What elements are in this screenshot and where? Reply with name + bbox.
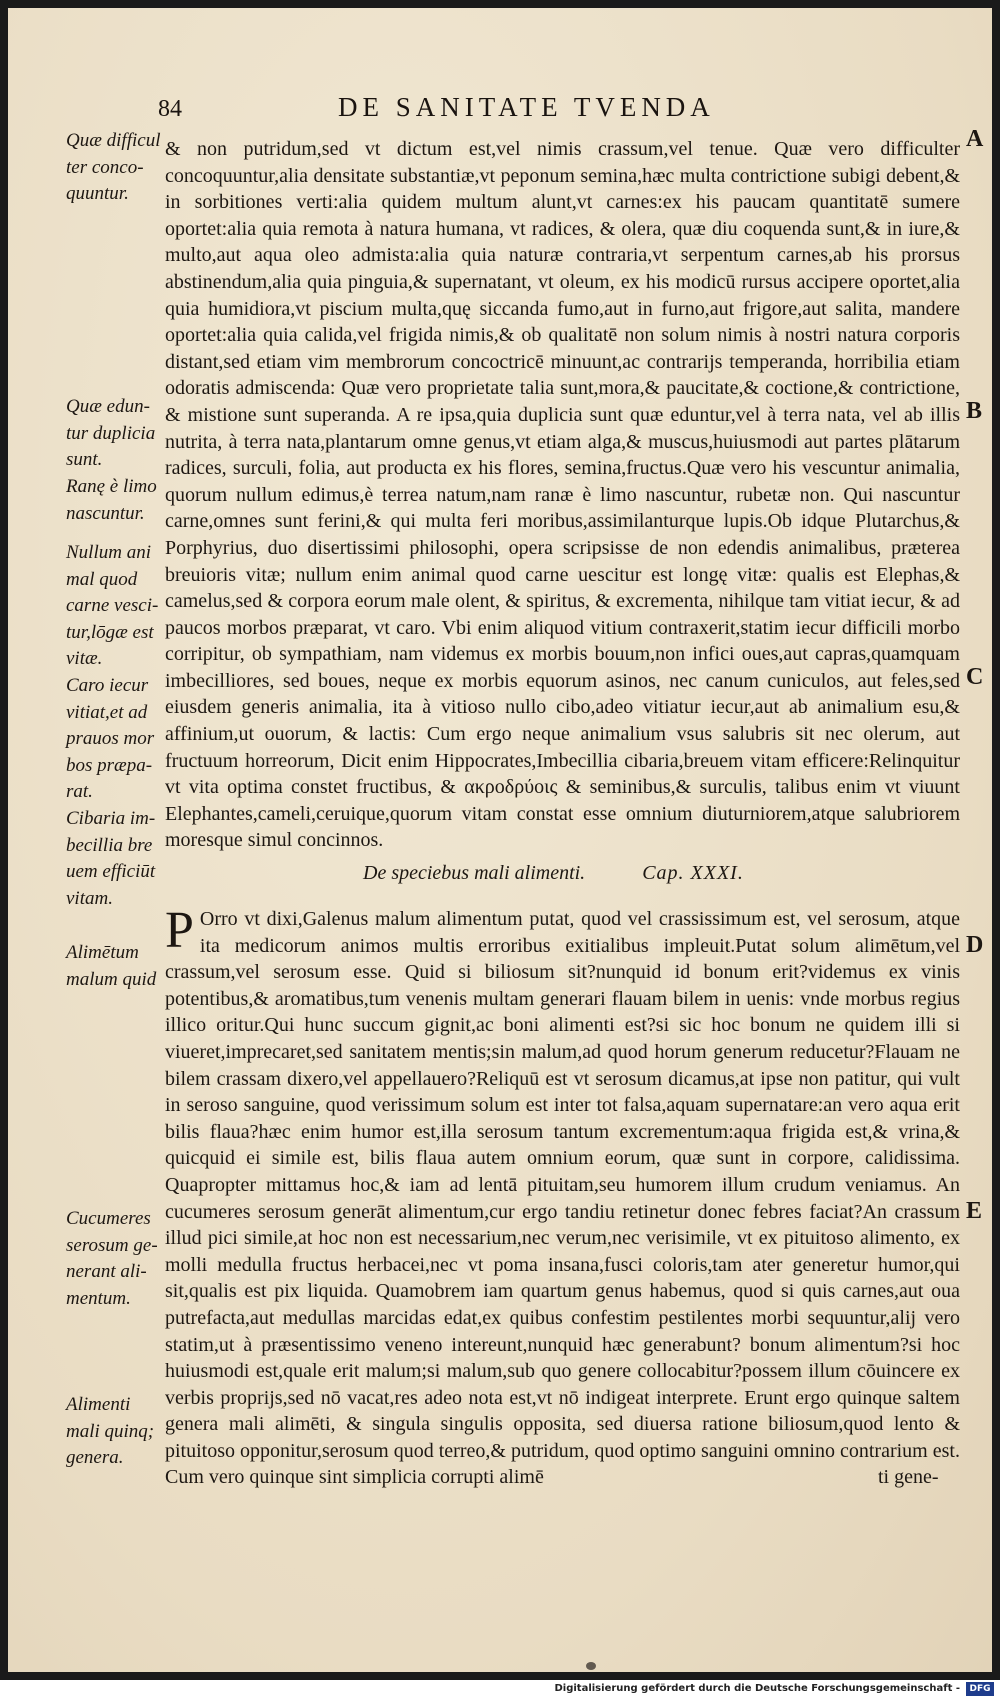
- marginal-note: Cibaria im- becillia bre uem efficiūt vitam.: [66, 808, 156, 909]
- marginal-note: Alimenti mali quinq; genera.: [66, 1394, 155, 1469]
- dfg-logo: DFG: [966, 1682, 994, 1696]
- drop-cap: P: [165, 902, 194, 959]
- running-head: [158, 92, 958, 124]
- chapter-heading: [363, 862, 863, 885]
- section-letter-a: A: [966, 126, 984, 152]
- section-letter-d: D: [966, 932, 984, 958]
- book-page: [8, 8, 992, 1672]
- catchword: ti gene-: [878, 1466, 939, 1488]
- marginal-note: Nullum ani mal quod carne vesci- tur,lōgæ est vitæ.: [66, 542, 159, 670]
- section-letter-b: B: [966, 398, 983, 424]
- chapter-number: Cap. XXXI.: [642, 862, 744, 884]
- page-number: 84: [158, 96, 182, 122]
- body-text: [165, 136, 960, 854]
- marginal-note: Quæ difficul ter conco- quuntur.: [66, 130, 161, 205]
- page-title: DE SANITATE TVENDA: [338, 92, 715, 122]
- section-letter-c: C: [966, 664, 984, 690]
- marginal-note: Caro iecur vitiat,et ad prauos mor bos præpa- rat.: [66, 675, 155, 803]
- paragraph: Orro vt dixi,Galenus malum alimentum putat, quod vel crassissimum est, vel serosum, atque ita medicorum animos multis erroribus exitialibus impleuit.Putat solum alimētum,vel crassum,vel serosum esse. Quid si biliosum sit?nunquid id bonum erit?videmus ex vinis potentibus,& aromatibus,tum venenis multam generari flauam bilem in uenis: vnde morbus regius illico oritur.Qui hunc succum gignit,ac boni alimenti est?si sic hoc bonum ne quidem illi si viueret,imprecaret,sed sanitatem mentis;sin malum,ad quod horum generum reducetur?Flauam ne bilem crassam dixero,vel appellauero?Reliquū est vt serosum dicamus,at ipse non patitur, qui vult in seroso sanguine, quod verissimum solum est inter tot falsa,aquam supernatare:an vero aqua erit bilis flaua?hæc enim humor est,illa serosum tantum excrementum:aqua frigida est,& vrina,& quicquid ei simile est, bilis flaua autem omnium eorum, quæ sunt in corpore, calidissima. Quapropter mittamus hoc,& iam ad lentā pituitam,seu humorem illum crudum veniamus. An cucumeres serosum generāt alimentum,cur ergo tandiu retinetur donec febres faciat?An crassum illud pici simile,at hoc non est necessarium,nec verum,nec verisimile, vt ex pituitoso alimento, ex molli medulla fructus herbacei,nec vt poma insana,fusci coloris,tam ater generetur humor,qui sit,qualis est pix liquida. Quamobrem iam quartum genus habemus, quod si quis carnes,aut oua putrefacta,aut medullas marcidas edat,ex quibus confestim pestilentes morbi sequuntur,alij vero statim,ut à præsentissimo veneno intereunt,nunquid hæc generabunt? bonum alimentum?si hoc huiusmodi est,quale erit malum;si malum,sub quo genere collocabitur?possem illum cōuincere ex verbis proprijs,sed nō vacat,res adeo nota est,vt nō indigeat interprete. Erunt ergo quinque saltem genera mali alimēti, & singula singulis opposita, sed diuersa ratione biliosum,quod lento & pituitoso opponitur,serosum quod terreo,& putridum, quod optimo sanguini omnino contrarium est. Cum vero quinque sint simplicia corrupti alimē: [165, 908, 960, 1489]
- marginal-note: Ranę è limo nascuntur.: [66, 476, 157, 524]
- digitization-footer: [0, 1680, 1000, 1700]
- chapter-title: De speciebus mali alimenti.: [363, 862, 586, 884]
- paragraph: & non putridum,sed vt dictum est,vel nimis crassum,vel tenue. Quæ vero difficulter concoquuntur,alia densitate substantiæ,vt peponum semina,hæc multa contrictione subigi debent,& in sorbitiones verti:alia quidem multum alunt,vt carnes:ex his paucam quantitatē sumere oportet:alia quia remota à natura humana, vt radices, & olera, quæ diu coquenda sunt,& in iure,& multo,aut aqua oleo admista:alia quia naturæ contraria,vt serpentum carnes,ab his prorsus abstinendum,alia quia pinguia,& supernatant, vt oleum, ex his modicū rursus accipere oportet,alia quia humidiora,vt piscium multa,quę siccanda fumo,aut in furno,aut frigore,aut salita, mandere oportet:alia quia calida,vel frigida nimis,& ob qualitatē non solum nimis à nostri natura corporis distant,sed etiam vim membrorum concoctricē minuunt,ac contrarijs temperanda, horribilia etiam odoratis admiscenda: Quæ vero proprietate talia sunt,mora,& paucitate,& coctione,& contrictione, & mistione sunt superanda. A re ipsa,quia duplicia sunt quæ eduntur,vel à terra nata, vel ab illis nutrita, à terra nata,plantarum omne genus,vt etiam alga,& muscus,huiusmodi aut partes plātarum radices, surculi, folia, aut producta ex his flores, semina,fructus.Quæ vero his vescuntur animalia, quorum nullum edimus,è terrea natum,nam ranæ è limo nascuntur, rubetæ non. Qui nascuntur carne,omnes sunt ferini,& qui multa feri moribus,assimilanturque lupis.Ob idque Plutarchus,& Porphyrius, duo disertissimi philosophi, opera scripsisse de non edendis animalibus, præterea breuioris vitæ; nullum enim animal quod carne uescitur est longę vitæ: qualis est Elephas,& camelus,sed & corpora eorum male olent, & spiritus, & excrementa, nihilque tam vitiat iecur, & ad paucos morbos præparat, vt caro. Vbi enim aliquod vitium contraxerit,statim iecur difficili morbo corripitur, ob sympathiam, nam videmus ex morbis bouum,non infici oues,aut capras,quamquam imbecilliores, sed boues, neque ex morbis equorum asinos, nec canum cuniculos, aut feles,sed eiusdem generis animalia, ita à vitioso nullo cibo,adeo vitiatur iecur,aut ab animalium esu,& affinium,ut ouorum, & lactis: Cum ergo neque animalium vsus salubris sit nec olerum, aut fructuum horreorum, Dicit enim Hippocrates,Imbecillia cibaria,breuem vitam efficere:Relinquitur vt vita optima constet fructibus, & ακροδρύοις & seminibus,& surculis, talibus enim vt viuunt Elephantes,cameli,ceruique,quorum vitam constat esse omnium diuturniorem,atque salubriorem moresque simul concinnos.: [165, 138, 960, 852]
- marginal-note: Alimētum malum quid: [66, 942, 157, 990]
- body-text: [165, 902, 960, 1491]
- section-letter-e: E: [966, 1198, 983, 1224]
- footer-credit: Digitalisierung gefördert durch die Deutsche Forschungsgemeinschaft -: [554, 1683, 960, 1694]
- marginal-note: Quæ edun- tur duplicia sunt.: [66, 396, 156, 471]
- marginal-note: Cucumeres serosum ge- nerant ali- mentum.: [66, 1208, 158, 1309]
- ink-stain: [586, 1662, 596, 1670]
